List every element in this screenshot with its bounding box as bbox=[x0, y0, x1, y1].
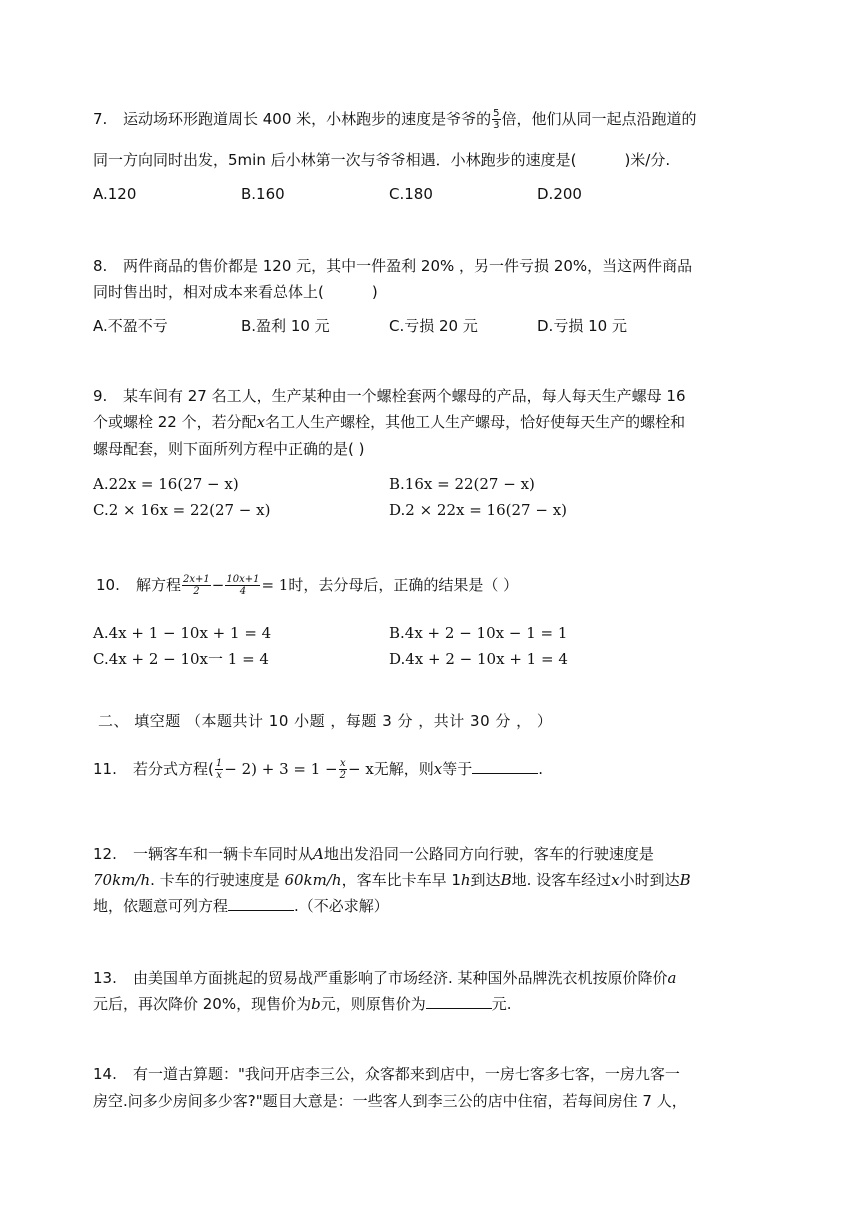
q8-text-end: ) bbox=[371, 283, 378, 301]
q9-text-line3: 螺母配套，则下面所列方程中正确的是( ) bbox=[93, 440, 365, 458]
q11-f2-num: x bbox=[339, 758, 346, 769]
q10-f2-num: 10x+1 bbox=[226, 574, 260, 585]
q13-answer-blank[interactable] bbox=[426, 994, 492, 1009]
q10-eq: = 1 bbox=[261, 576, 289, 594]
q12-speed2: 60km/h bbox=[284, 871, 342, 889]
q10-suffix: 时，去分母后，正确的结果是（ ） bbox=[288, 576, 519, 594]
q9-option-d: D.2 × 22x = 16(27 − x) bbox=[389, 501, 568, 519]
q12-text-2a: . 卡车的行驶速度是 bbox=[150, 871, 285, 889]
q10-prefix: 解方程 bbox=[136, 576, 182, 594]
q10-f1-num: 2x+1 bbox=[183, 574, 210, 585]
q12-var-B: B bbox=[500, 871, 512, 889]
q12-line2 bbox=[93, 870, 691, 890]
q9-text-line2b: 名工人生产螺栓，其他工人生产螺母，恰好使每天生产的螺栓和 bbox=[265, 413, 686, 431]
q8-text-line2: 同时售出时，相对成本来看总体上( bbox=[93, 283, 324, 301]
q7-frac-num: 5 bbox=[493, 108, 500, 119]
q9-line3 bbox=[93, 439, 364, 459]
q10-minus: − bbox=[211, 576, 225, 594]
q7-number: 7. bbox=[93, 110, 108, 128]
q13-var-a: a bbox=[667, 969, 677, 987]
q9-option-c: C.2 × 16x = 22(27 − x) bbox=[93, 501, 271, 519]
q11-f2-den: 2 bbox=[339, 770, 346, 781]
q10-f2-den: 4 bbox=[239, 586, 247, 597]
q13-line1 bbox=[93, 968, 677, 988]
q14-line1 bbox=[93, 1064, 680, 1084]
q10-option-a: A.4x + 1 − 10x + 1 = 4 bbox=[93, 624, 272, 642]
q13-text-2c: 元. bbox=[491, 995, 512, 1013]
q10-fraction-1 bbox=[182, 574, 211, 597]
q12-text-3a: 地，依题意可列方程 bbox=[93, 897, 229, 915]
q11-prefix: 若分式方程( bbox=[133, 760, 214, 778]
q11-mid2: − x bbox=[347, 760, 374, 778]
q12-text-2e: 小时到达 bbox=[619, 871, 680, 889]
q11-mid1: − 2) + 3 = 1 − bbox=[224, 760, 338, 778]
q14-text-line1: 有一道古算题："我问开店李三公，众客都来到店中，一房七客多七客，一房九客一 bbox=[133, 1065, 680, 1083]
q13-text-2b: 元，则原售价为 bbox=[320, 995, 426, 1013]
q7-option-c: C.180 bbox=[389, 185, 433, 203]
q7-option-a: A.120 bbox=[93, 185, 137, 203]
q8-option-c: C.亏损 20 元 bbox=[389, 317, 478, 335]
q9-line1 bbox=[93, 386, 685, 406]
q13-var-b: b bbox=[311, 995, 321, 1013]
q11-suffix-b: 等于 bbox=[442, 760, 473, 778]
q8-option-a: A.不盈不亏 bbox=[93, 317, 168, 335]
q13-text-2a: 元后，再次降价 20%，现售价为 bbox=[93, 995, 312, 1013]
q7-fraction bbox=[492, 108, 500, 131]
q12-text-2c: 到达 bbox=[470, 871, 501, 889]
q12-line1 bbox=[93, 844, 654, 864]
q12-number: 12. bbox=[93, 845, 117, 863]
q14-number: 14. bbox=[93, 1065, 117, 1083]
q11-fraction-2 bbox=[339, 758, 347, 781]
q8-line1 bbox=[93, 256, 692, 276]
q9-option-b: B.16x = 22(27 − x) bbox=[389, 475, 535, 493]
q7-text-line2: 同一方向同时出发，5min 后小林第一次与爷爷相遇．小林跑步的速度是( bbox=[93, 151, 577, 169]
q8-line2 bbox=[93, 282, 378, 302]
q11-answer-blank[interactable] bbox=[472, 759, 538, 774]
q12-var-A: A bbox=[313, 845, 324, 863]
q9-var-x: x bbox=[256, 413, 266, 431]
q10-fraction-2 bbox=[225, 574, 260, 597]
q10-option-b: B.4x + 2 − 10x − 1 = 1 bbox=[389, 624, 568, 642]
q11-end: . bbox=[538, 760, 544, 778]
q12-answer-blank[interactable] bbox=[228, 896, 294, 911]
q9-number: 9. bbox=[93, 387, 108, 405]
q7-text-a: 运动场环形跑道周长 400 米，小林跑步的速度是爷爷的 bbox=[123, 110, 492, 128]
q11-suffix-a: 无解，则 bbox=[373, 760, 434, 778]
q11-fraction-1 bbox=[215, 758, 223, 781]
q10-number: 10. bbox=[96, 576, 120, 594]
q9-option-a: A.22x = 16(27 − x) bbox=[93, 475, 239, 493]
q13-text-1a: 由美国单方面挑起的贸易战严重影响了市场经济. 某种国外品牌洗衣机按原价降价 bbox=[133, 969, 668, 987]
q7-option-b: B.160 bbox=[241, 185, 285, 203]
q8-option-d: D.亏损 10 元 bbox=[537, 317, 627, 335]
q12-text-1a: 一辆客车和一辆卡车同时从 bbox=[133, 845, 314, 863]
q11-f1-num: 1 bbox=[215, 758, 223, 769]
q8-option-b: B.盈利 10 元 bbox=[241, 317, 330, 335]
q7-frac-den: 3 bbox=[493, 120, 500, 131]
q12-speed1: 70km/h bbox=[93, 871, 151, 889]
q8-number: 8. bbox=[93, 257, 108, 275]
q8-text-line1: 两件商品的售价都是 120 元，其中一件盈利 20% ，另一件亏损 20%，当这两件商品 bbox=[123, 257, 693, 275]
section-2-heading: 二、 填空题 （本题共计 10 小题 ，每题 3 分 ，共计 30 分 ， ） bbox=[98, 712, 553, 730]
q12-text-3b: .（不必求解） bbox=[294, 897, 389, 915]
q9-line2 bbox=[93, 412, 685, 432]
q10-line1 bbox=[96, 574, 518, 597]
q7-line2 bbox=[93, 150, 670, 170]
q14-line2 bbox=[93, 1091, 687, 1111]
q11-f1-den: x bbox=[216, 770, 222, 781]
q11-line1 bbox=[93, 758, 543, 781]
q10-f1-den: 2 bbox=[193, 586, 200, 597]
q7-option-d: D.200 bbox=[537, 185, 582, 203]
q7-text-b: 倍，他们从同一起点沿跑道的 bbox=[501, 110, 697, 128]
q12-line3 bbox=[93, 896, 389, 916]
q13-line2 bbox=[93, 994, 512, 1014]
q9-text-line2a: 个或螺栓 22 个，若分配 bbox=[93, 413, 257, 431]
q14-text-line2: 房空.问多少房间多少客?"题目大意是：一些客人到李三公的店中住宿，若每间房住 7 人， bbox=[93, 1092, 687, 1110]
q12-var-x: x bbox=[611, 871, 620, 889]
q12-text-1b: 地出发沿同一公路同方向行驶，客车的行驶速度是 bbox=[323, 845, 654, 863]
q10-option-d: D.4x + 2 − 10x + 1 = 4 bbox=[389, 650, 568, 668]
q13-number: 13. bbox=[93, 969, 117, 987]
q9-text-line1: 某车间有 27 名工人，生产某种由一个螺栓套两个螺母的产品，每人每天生产螺母 16 bbox=[123, 387, 686, 405]
q11-var-x: x bbox=[433, 760, 443, 778]
q10-option-c: C.4x + 2 − 10x一 1 = 4 bbox=[93, 650, 269, 668]
q7-text-end: )米/分. bbox=[624, 151, 671, 169]
q12-var-h: h bbox=[460, 871, 471, 889]
q12-var-B2: B bbox=[679, 871, 691, 889]
q11-number: 11. bbox=[93, 760, 117, 778]
q12-text-2d: 地. 设客车经过 bbox=[511, 871, 612, 889]
q12-text-2b: ，客车比卡车早 1 bbox=[341, 871, 461, 889]
q7-line1 bbox=[93, 108, 697, 131]
